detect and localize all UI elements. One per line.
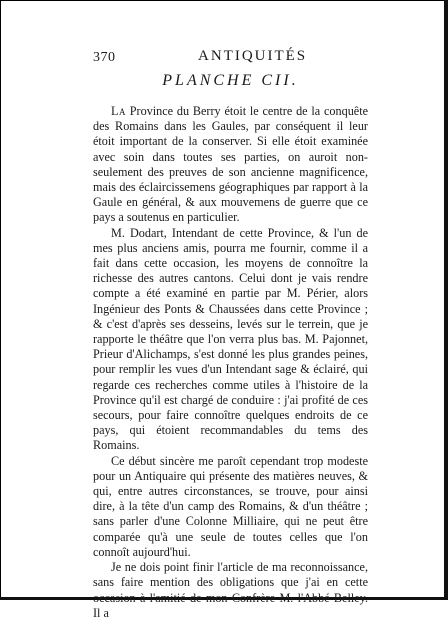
paragraph-1 [93,104,368,226]
plate-title: PLANCHE CII. [162,72,299,89]
paragraph-2 [93,226,368,454]
scan-edge-right [444,0,448,600]
paragraph-text: M. Dodart, Intendant de cette Province, & l'un de mes plus anciens amis, pourra me fournir, comme il a fait dans cette occasion, les moyens de connoître la richesse des autres cantons. Celui dont je vais rendre compte a été examiné en partie par M. Périer, alors Ingénieur des Ponts & Chaussées dans cette Province ; & c'est d'après ses desseins, levés sur le terrein, que je rapporte le théâtre que l'on verra plus bas. M. Pajonnet, Prieur d'Alichamps, s'est donné les plus grandes peines, pour remplir les vues d'un Intendant sage & éclairé, qui regarde ces recherches comme utiles à l'histoire de la Province qu'il est chargé de conduire : j'ai profité de ces secours, pour faire connoître quelques endroits de ce pays, qui étoient recommandables du tems des Romains. [93,225,368,453]
running-title: ANTIQUITÉS [198,48,308,64]
paragraph-text: Je ne dois point finir l'article de ma reconnoissance, sans faire mention des obligations que j'ai en cette occasion à l'amitié de mon Confrère M. l'Abbé Belley. Il a [93,560,368,620]
page-header [93,44,368,68]
page-number: 370 [93,50,116,65]
paragraph-lead: La [111,104,126,118]
paragraph-text: Ce début sincère me paroît cependant trop modeste pour un Antiquaire qui présente des matières neuves, & qui, entre autres circonstances, se trouve, pour ainsi dire, à la tête d'un camp des Romains, & d'un théâtre ; sans parler d'une Colonne Milliaire, qui ne peut être comparée qu'à une seule de toutes celles que l'on connoît aujourd'hui. [93,453,368,559]
book-page [93,44,368,621]
paragraph-3 [93,454,368,560]
paragraph-4 [93,560,368,621]
paragraph-text: Province du Berry étoit le centre de la conquête des Romains dans les Gaules, par conséquent il leur étoit important de la conserver. Si elle étoit examinée avec soin dans toutes ses parties, on auroit non-seulement des preuves de son ancienne magnificence, mais des éclaircissemens géographiques par rapport à la Gaule en général, & aux mouvemens de guerre que ce pays a soutenus en particulier. [93,104,368,225]
